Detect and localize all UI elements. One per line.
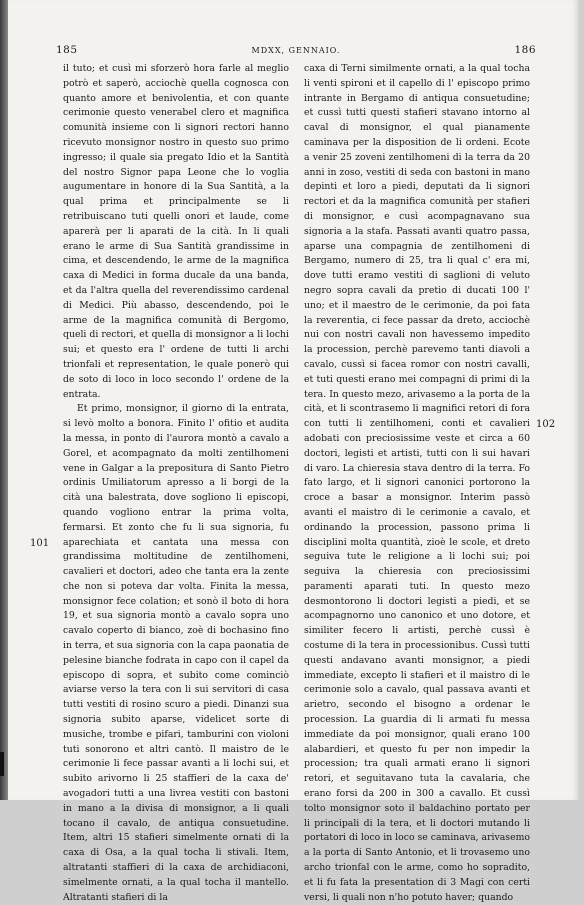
left-text-column (63, 62, 289, 903)
right-text-column (304, 62, 530, 903)
running-title: MDXX, GENNAIO. (251, 46, 341, 55)
left-paragraph-2: Et primo, monsignor, il giorno di la entrata, si levò molto a bonora. Finito l' ofitio et audita la messa, in ponto di l'aurora montò a cavalo a Gorel, et acompagnato da molti zentilhomeni vene in Galgar a la prepositura di Santo Pietro ordinis Umiliatorum apresso a li borgi de la cità una balestrata, dove sogliono li episcopi, quando vogliono entrar la prima volta, fermarsi. Et zonto che fu li sua signoria, fu aparechiata et cantata una messa con grandissima moltitudine de zentilhomeni, cavalieri et doctori, adeo che tanta era la zente che non si poteva dar volta. Finita la messa, monsignor fece colation; et sonò il boto di hora 19, et sua signoria montò a cavalo sopra uno cavalo coperto di bianco, zoè di bochasino fino in terra, et sua signoria con la capa paonatia de pelesine bianche fodrata in capo con il capel da episcopo di sopra, et subito come cominciò aviarse verso la tera con li sui servitori di casa tutti vestiti di rosino scuro a piedi. Dinanzi sua signoria subito aparse, videlicet sorte di musiche, trombe e pifari, tamburini con violoni tuti sonorono et altri cantò. Il maistro de le cerimonie li fece passar avanti a li lochi sui, et subito arivorno li 25 staffieri de la caxa de' avogadori tutti a una livrea vestiti con bastoni in mano a la divisa di monsignor, a li quali tocano il cavalo, de antiqua consuetudine. Item, altri 15 stafieri simelmente ornati di la caxa di Osa, a la qual tocha li stivali. Item, altratanti staffieri di la caxa de archidiaconi, simelmente ornati, a la qual tocha il mantello. Altratanti stafieri di la (63, 403, 289, 903)
left-paragraph-1: il tuto; et cusì mi sforzerò hora farle al meglio potrò et saperò, acciochè quella cognosca con quanto amore et benivolentia, et con quante cerimonie questo venerabel clero et magnifica comunità insieme con li signori rectori hanno ricevuto monsignor nostro in questo suo primo ingresso; il quale sia pregato Idio et la Santità del nostro Signor papa Leone che lo voglia augumentare in honore di la Sua Santità, a la qual prima et principalmente se li retribuiscano tuti quelli onori et laude, come aparerà per li aparati de la cità. In li quali erano le arme di Sua Santità grandissime in cima, et descendendo, le arme de la magnifica caxa di Medici in forma ducale da una banda, et da l'altra quella del reverendissimo cardenal di Medici. Più abasso, descendendo, poi le arme de la magnifica comunità di Bergomo, queli di rectori, et quella di monsignor a li lochi sui; et questo era l' ordene de tutti li archi trionfali et representation, le quale ponerò qui de soto di loco in loco secondo l' ordene de la entrata. (63, 63, 289, 400)
page-gutter-shadow (0, 0, 8, 800)
page-number-right: 186 (514, 44, 536, 56)
margin-column-number-left: 101 (30, 538, 50, 549)
page-number-left: 185 (56, 44, 78, 56)
book-page (8, 0, 579, 903)
running-header (56, 44, 536, 60)
right-paragraph-1: caxa di Terni similmente ornati, a la qual tocha li venti spironi et il capello di l' episcopo primo intrante in Bergamo di antiqua consuetudine; et cussì tutti questi stafieri stavano intorno al caval di monsignor, el qual pianamente caminava per la disposition de li ordeni. Ecote a venir 25 zoveni zentilhomeni di la terra da 20 anni in zoso, vestiti di seda con bastoni in mano depinti et loro a piedi, deputati da li signori rectori et da la magnifica comunità per stafieri di monsignor, e cusì acompagnavano sua signoria a la stafa. Passati avanti quatro passa, aparse una compagnia de zentilhomeni di Bergamo, numero di 25, tra li qual c' era mi, dove tutti eramo vestiti di saglioni di veluto negro sopra cavali da pretio di ducati 100 l' uno; et il maestro de le cerimonie, da poi fata la reverentia, ci fece passar da dreto, acciochè nui con nostri cavali non havessemo impedito la procession, perchè parevemo tanti diavoli a cavalo, cussì si facea romor con nostri cavalli, et tuti questi erano mei compagni di primi di la tera. In questo mezo, arivasemo a la porta de la cità, et li scontrasemo li magnifici retori di fora con tutti li zentilhomeni, conti et cavalieri adobati con preciosissime veste et circa a 60 doctori, legisti et artisti, tutti con li sui havari di varo. La chieresia stava dentro di la terra. Fo fato largo, et li signori canonici portorono la croce a basar a monsignor. Interim passò avanti el maistro di le cerimonie a cavalo, et ordinando la procession, passono prima li disciplini molta quantità, zioè le scole, et dreto seguiva tute le religione a li lochi sui; poi seguiva la chieresia con preciosissimi paramenti aparati tuti. In questo mezo desmontorono li doctori legisti a piedi, et se acompagnorno uno canonico et uno dotore, et similiter fecero li artisti, perchè cussì è costume di la tera in processionibus. Cussì tutti questi andavano avanti monsignor, a piedi immediate, excepto li stafieri et il maistro di le cerimonie solo a cavalo, qual passava avanti et arietro, secondo el bisogno a ordenar le procession. La guardia di li armati fu messa immediate da poi monsignor, quali erano 100 alabardieri, et questo fu per non impedir la procession; tra quali armati erano li signori retori, et seguitavano tuta la cavalaria, che erano forsi da 200 in 300 a cavallo. Et cussì tolto monsignor soto il baldachino portato per li principali di la tera, et li doctori mutando li portatori di loco in loco se caminava, arivasemo a la porta di Santo Antonio, et li trovasemo uno archo trionfal con le arme, como ho sopradito, et li fu fata la presentation di 3 Magi con certi versi, li quali non n'ho potuto haver; quando (304, 63, 530, 903)
margin-column-number-right: 102 (536, 419, 556, 430)
scan-edge-mark (0, 752, 4, 776)
